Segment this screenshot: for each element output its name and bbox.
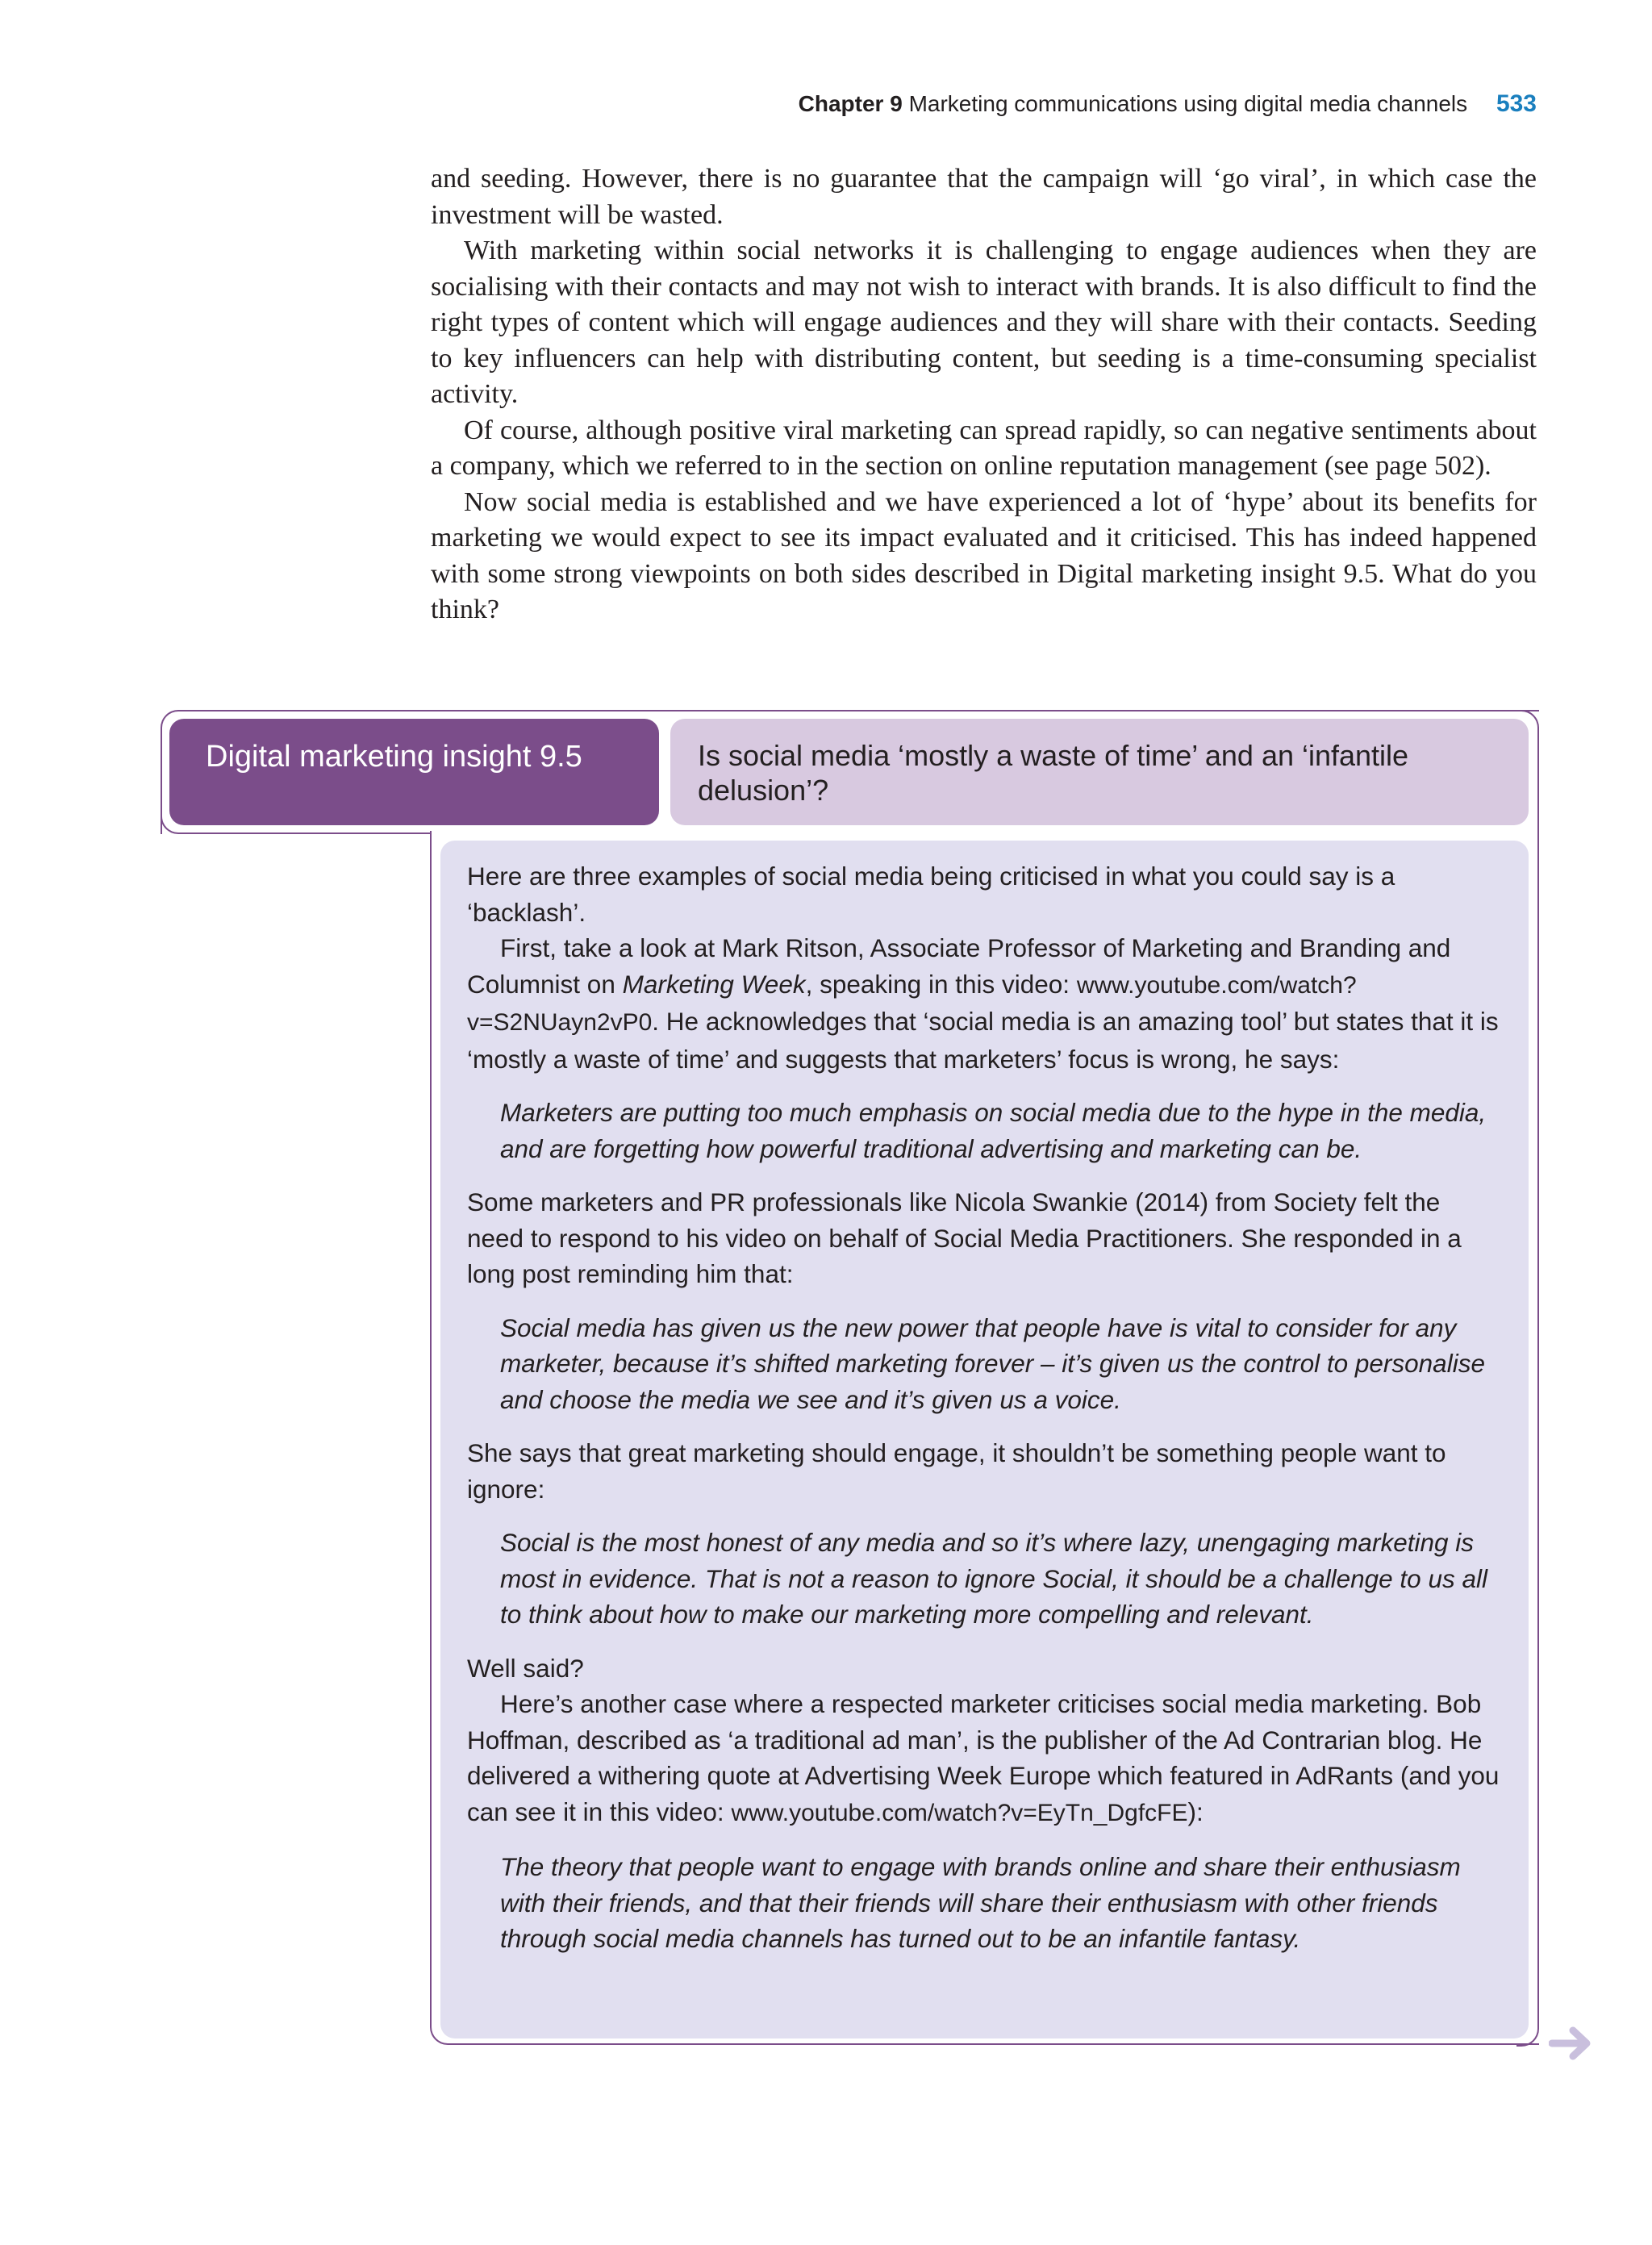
publication-title: Marketing Week bbox=[622, 969, 806, 999]
insight-label: Digital marketing insight 9.5 bbox=[169, 719, 659, 825]
quote: The theory that people want to engage with brands online and share their enthusiasm with their friends, and that their friends will share their enthusiasm with other friends through social media channels has turned out to be an infantile fantasy. bbox=[500, 1852, 1461, 1953]
text-run: . He acknowledges that ‘social media is an amazing tool’ but states that it is ‘mostly a waste of time’ and suggests that marketers’ focus is wrong, he says: bbox=[467, 1007, 1499, 1074]
insight-title: Is social media ‘mostly a waste of time’ and an ‘infantile delusion’? bbox=[670, 719, 1529, 825]
insight-paragraph bbox=[467, 930, 1500, 1077]
paragraph: and seeding. However, there is no guarantee that the campaign will ‘go viral’, in which case the investment will be wasted. bbox=[431, 164, 1537, 230]
insight-content bbox=[440, 841, 1529, 2038]
text-run: Here’s another case where a respected marketer criticises social media marketing. Bob Hoffman, described as ‘a traditional ad man’, is the publisher of the Ad Contrarian blog. He delivered a withering quote at Advertising Week Europe which featured in AdRants (and you can see it in this video: bbox=[467, 1689, 1500, 1826]
insight-paragraph: Well said? bbox=[467, 1653, 584, 1683]
insight-paragraph: She says that great marketing should engage, it shouldn’t be something people want to ignore: bbox=[467, 1438, 1446, 1504]
video-link[interactable]: www.youtube.com/watch?v=EyTn_DgfcFE bbox=[731, 1799, 1188, 1826]
arrow-right-icon bbox=[1549, 2023, 1594, 2063]
insight-paragraph: Here are three examples of social media being criticised in what you could say is a ‘backlash’. bbox=[467, 862, 1395, 927]
paragraph: Now social media is established and we have experienced a lot of ‘hype’ about its benefits for marketing we would expect to see its impact evaluated and it criticised. This has indeed happened with some strong viewpoints on both sides described in Digital marketing insight 9.5. What do you think? bbox=[431, 486, 1537, 624]
text-run: First, take a look at Mark Ritson, Associate Professor of Marketing and Branding and Columnist on bbox=[467, 933, 1451, 999]
chapter-title: Marketing communications using digital media channels bbox=[908, 91, 1468, 116]
quote: Social media has given us the new power that people have is vital to consider for any marketer, because it’s shifted marketing forever – it’s given us the control to personalise and choose the media we see and it’s given us a voice. bbox=[500, 1312, 1485, 1414]
quote: Social is the most honest of any media and so it’s where lazy, unengaging marketing is most in evidence. That is not a reason to ignore Social, it should be a challenge to us all to think about how to make our marketing more compelling and relevant. bbox=[500, 1528, 1487, 1629]
text-run: , speaking in this video: bbox=[805, 969, 1077, 999]
paragraph: With marketing within social networks it is challenging to engage audiences when they are socialising with their contacts and may not wish to interact with brands. It is also difficult to find the right types of content which will engage audiences and they will share with their contacts. Seeding to key influencers can help with distributing content, but seeding is a time-consuming specialist activity. bbox=[431, 236, 1537, 409]
insight-paragraph bbox=[467, 1686, 1500, 1831]
chapter-label: Chapter 9 bbox=[798, 91, 903, 116]
insight-paragraph: Some marketers and PR professionals like Nicola Swankie (2014) from Society felt the need to respond to his video on behalf of Social Media Practitioners. She responded in a long post reminding him that: bbox=[467, 1187, 1462, 1288]
paragraph: Of course, although positive viral marketing can spread rapidly, so can negative sentiments about a company, which we referred to in the section on online reputation management (see page 502). bbox=[431, 415, 1537, 481]
quote: Marketers are putting too much emphasis on social media due to the hype in the media, and are forgetting how powerful traditional advertising and marketing can be. bbox=[500, 1098, 1487, 1163]
running-head bbox=[799, 90, 1537, 118]
video-link[interactable]: www.youtube.com/watch?v=S2NUayn2vP0 bbox=[467, 971, 1357, 1036]
text-run: ): bbox=[1187, 1796, 1204, 1826]
body-text bbox=[431, 161, 1537, 628]
page-number: 533 bbox=[1496, 90, 1537, 117]
